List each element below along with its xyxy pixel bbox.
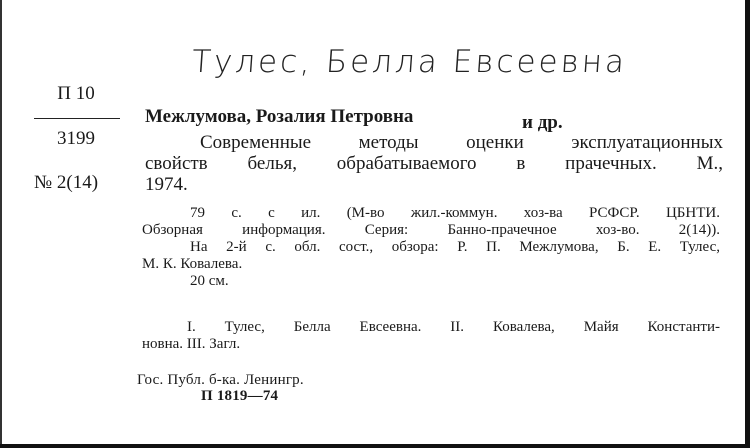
title-year: 1974. — [145, 174, 188, 195]
issue-number: № 2(14) — [34, 172, 99, 193]
tracings-line-1: I. Тулес, Белла Евсеевна. II. Ковалева, Майя Константи- — [187, 319, 720, 335]
tracings — [142, 319, 720, 353]
shelf-mark-divider — [34, 118, 120, 119]
card-left-edge — [0, 0, 2, 448]
catalog-number: П 1819—74 — [201, 388, 279, 404]
note-line-2: М. К. Ковалева. — [142, 256, 243, 272]
card-right-edge — [745, 0, 750, 448]
author-heading: Межлумова, Розалия Петровна — [145, 106, 414, 127]
size: 20 см. — [190, 273, 229, 289]
title-line-2: свойств белья, обрабатываемого в прачечных. М., — [145, 153, 723, 174]
title-line-1: Современные методы оценки эксплуатационных — [200, 132, 723, 153]
handwritten-note: Тулес, Белла Евсеевна — [190, 44, 629, 80]
title-block — [145, 132, 723, 195]
card-bottom-edge — [0, 444, 750, 448]
physical-line-1: 79 с. с ил. (М-во жил.-коммун. хоз-ва РСФСР. ЦБНТИ. — [190, 205, 720, 221]
physical-line-2: Обзорная информация. Серия: Банно-прачечное хоз-во. 2(14)). — [142, 222, 720, 238]
note-line-1: На 2-й с. обл. сост., обзора: Р. П. Межлумова, Б. Е. Тулес, — [190, 239, 720, 255]
shelf-mark-bottom: 3199 — [57, 128, 95, 149]
library-name: Гос. Публ. б-ка. Ленингр. — [137, 372, 304, 388]
physical-description — [142, 205, 720, 290]
tracings-line-2: новна. III. Загл. — [142, 336, 241, 352]
author-extra: и др. — [522, 112, 563, 133]
shelf-mark-top: П 10 — [57, 83, 95, 104]
